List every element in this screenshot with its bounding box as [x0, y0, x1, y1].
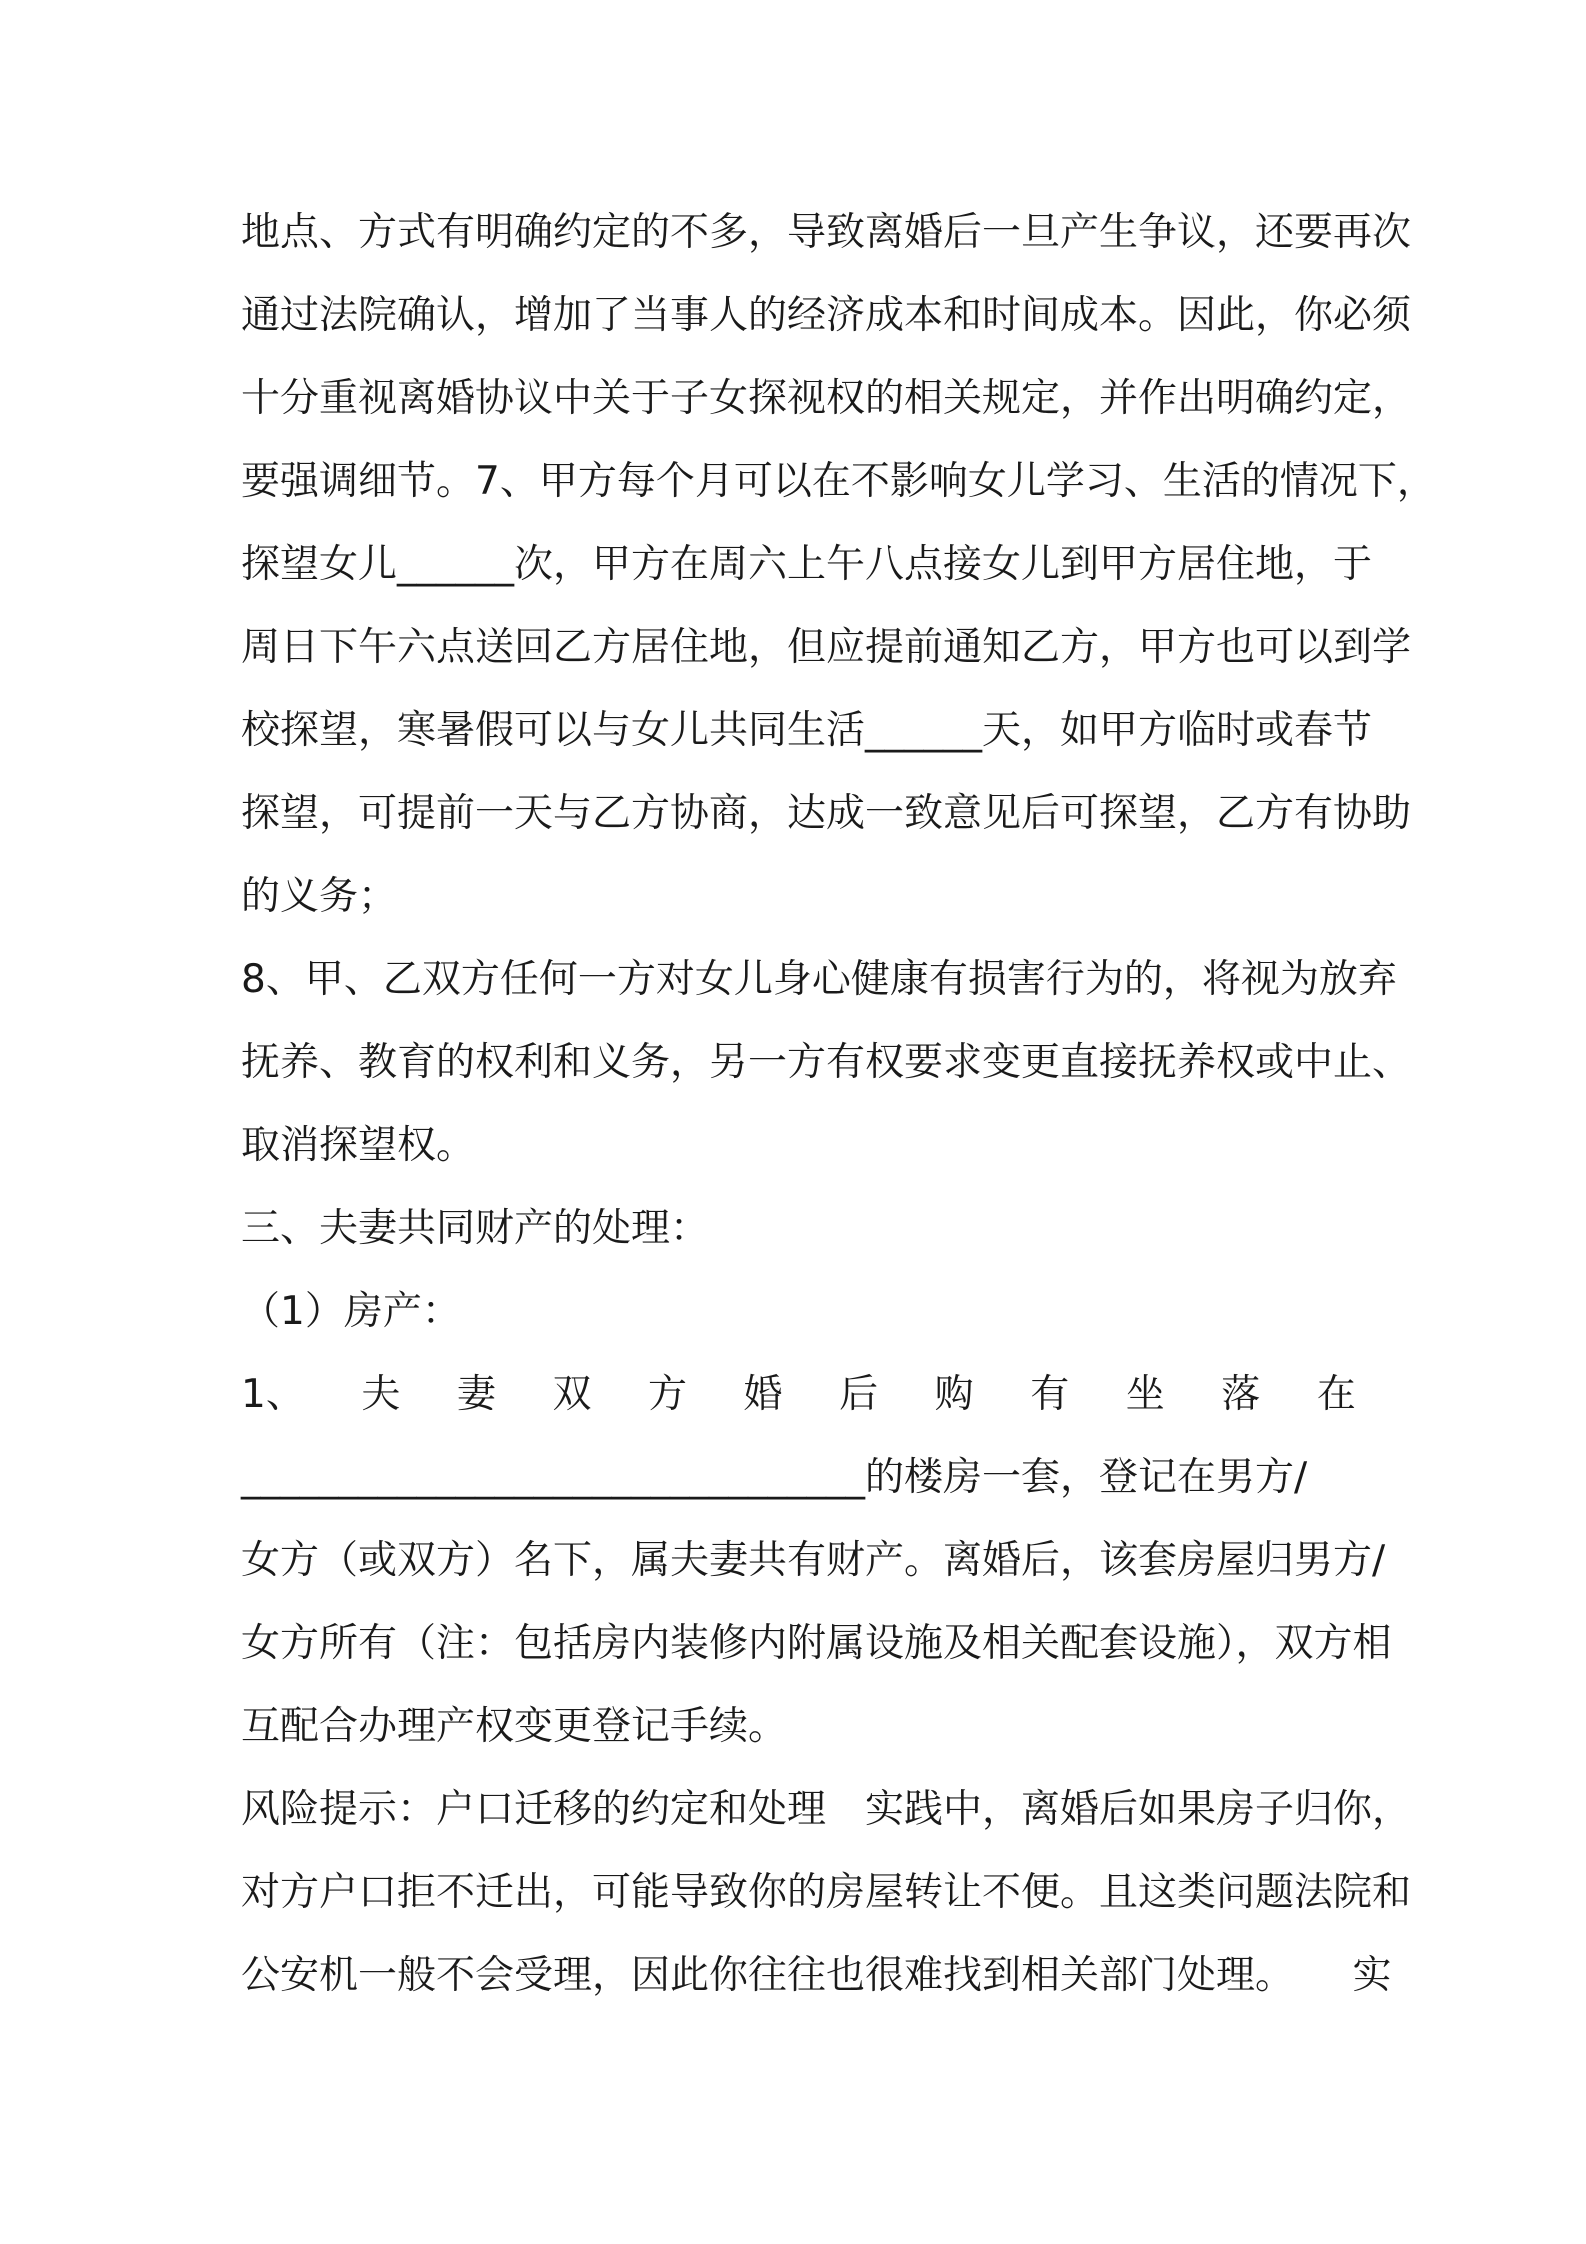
text-line-2: 通过法院确认，增加了当事人的经济成本和时间成本。因此，你必须 [241, 293, 1412, 338]
clause-line-spread-text: 1、 夫 妻 双 方 婚 后 购 有 坐 落 在 [241, 1372, 1356, 1417]
text-line-17: 女方（或双方）名下，属夫妻共有财产。离婚后，该套房屋归男方/ [241, 1538, 1386, 1583]
text-line-12: 取消探望权。 [241, 1123, 476, 1168]
text-line-6: 周日下午六点送回乙方居住地，但应提前通知乙方，甲方也可以到学 [241, 625, 1412, 670]
text-line-4: 要强调细节。7、甲方每个月可以在不影响女儿学习、生活的情况下， [241, 459, 1436, 504]
text-line-3: 十分重视离婚协议中关于子女探视权的相关规定，并作出明确约定， [241, 376, 1412, 421]
section-heading: 三、夫妻共同财产的处理： [241, 1206, 710, 1251]
text-line-8: 探望，可提前一天与乙方协商，达成一致意见后可探望，乙方有协助 [241, 791, 1412, 836]
text-line-7: 校探望，寒暑假可以与女儿共同生活______天，如甲方临时或春节 [241, 708, 1373, 753]
text-line-20: 风险提示：户口迁移的约定和处理 实践中，离婚后如果房子归你， [241, 1787, 1412, 1832]
text-line-9: 的义务； [241, 874, 398, 919]
subsection-heading: （1）房产： [241, 1289, 461, 1334]
clause-line-spread [241, 1371, 1356, 1419]
text-line-16: ________________________________的楼房一套，登记在男方/ [241, 1455, 1308, 1500]
text-line-5: 探望女儿______次，甲方在周六上午八点接女儿到甲方居住地，于 [241, 542, 1373, 587]
text-line-11: 抚养、教育的权利和义务，另一方有权要求变更直接抚养权或中止、 [241, 1040, 1412, 1085]
text-line-1: 地点、方式有明确约定的不多，导致离婚后一旦产生争议，还要再次 [241, 210, 1412, 255]
text-line-18: 女方所有（注：包括房内装修内附属设施及相关配套设施），双方相 [241, 1621, 1392, 1666]
text-line-10: 8、甲、乙双方任何一方对女儿身心健康有损害行为的，将视为放弃 [241, 957, 1397, 1002]
text-line-21: 对方户口拒不迁出，可能导致你的房屋转让不便。且这类问题法院和 [241, 1870, 1412, 1915]
text-line-19: 互配合办理产权变更登记手续。 [241, 1704, 788, 1749]
text-line-22: 公安机一般不会受理，因此你往往也很难找到相关部门处理。 实 [241, 1953, 1392, 1998]
